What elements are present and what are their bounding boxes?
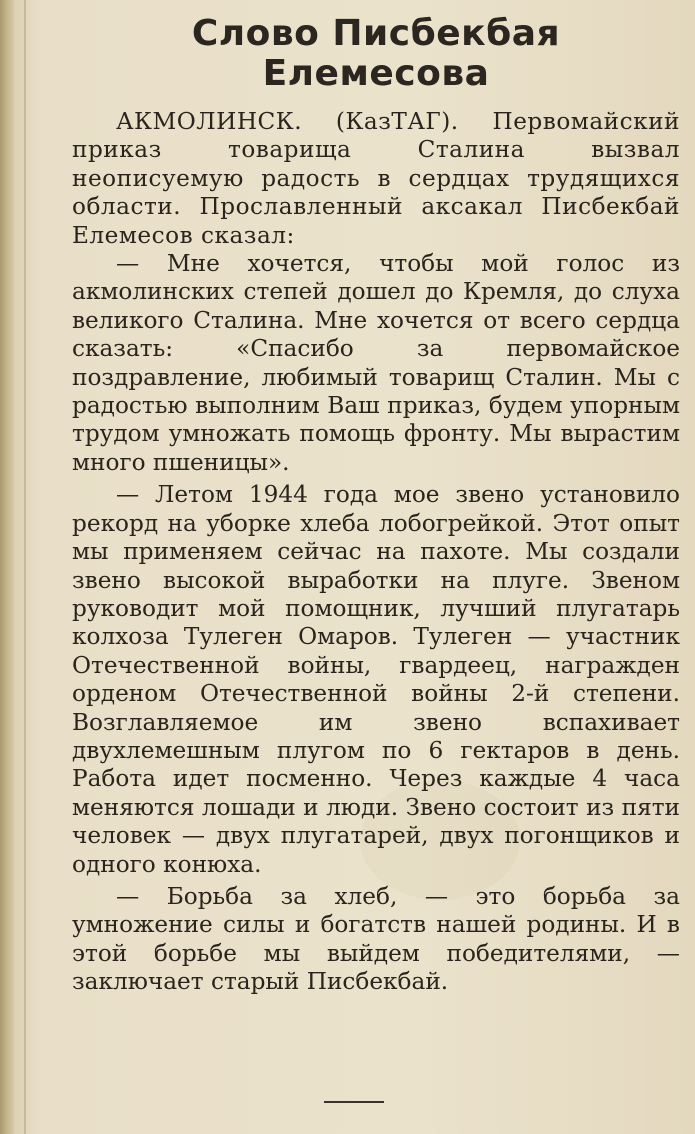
article-body	[72, 108, 680, 997]
article	[72, 14, 680, 997]
article-divider	[324, 1101, 384, 1103]
headline-line-2: Елемесова	[262, 53, 490, 94]
paragraph-4: — Борьба за хлеб, — это борьба за умножение силы и богатств нашей родины. И в этой борьбе мы выйдем победителями, — заключает старый Писбекбай.	[72, 882, 680, 996]
fold-line	[24, 0, 26, 1134]
paragraph-1: АКМОЛИНСК. (КазТАГ). Первомайский приказ товарища Сталина вызвал неописуемую радость в сердцах трудящихся области. Прославленный аксакал Писбекбай Елемесов сказал:	[72, 108, 680, 249]
headline-line-1: Слово Писбекбая	[191, 13, 561, 54]
paragraph-3: — Летом 1944 года мое звено установило рекорд на уборке хлеба лобогрейкой. Этот опыт мы применяем сейчас на пахоте. Мы создали звено высокой выработки на плуге. Звеном руководит мой помощник, лучший плугатарь колхоза Тулеген Омаров. Тулеген — участник Отечественной войны, гвардеец, награжден орденом Отечественной войны 2-й степени. Возглавляемое им звено вспахивает двухлемешным плугом по 6 гектаров в день. Работа идет посменно. Через каждые 4 часа меняются лошади и люди. Звено состоит из пяти человек — двух плугатарей, двух погонщиков и одного конюха.	[72, 481, 680, 878]
paragraph-2: — Мне хочется, чтобы мой голос из акмолинских степей дошел до Кремля, до слуха великого Сталина. Мне хочется от всего сердца сказать: «Спасибо за первомайское поздравление, любимый товарищ Сталин. Мы с радостью выполним Ваш приказ, будем упорным трудом умножать помощь фронту. Мы вырастим много пшеницы».	[72, 250, 680, 476]
article-headline	[72, 14, 680, 94]
page-edge	[0, 0, 14, 1134]
